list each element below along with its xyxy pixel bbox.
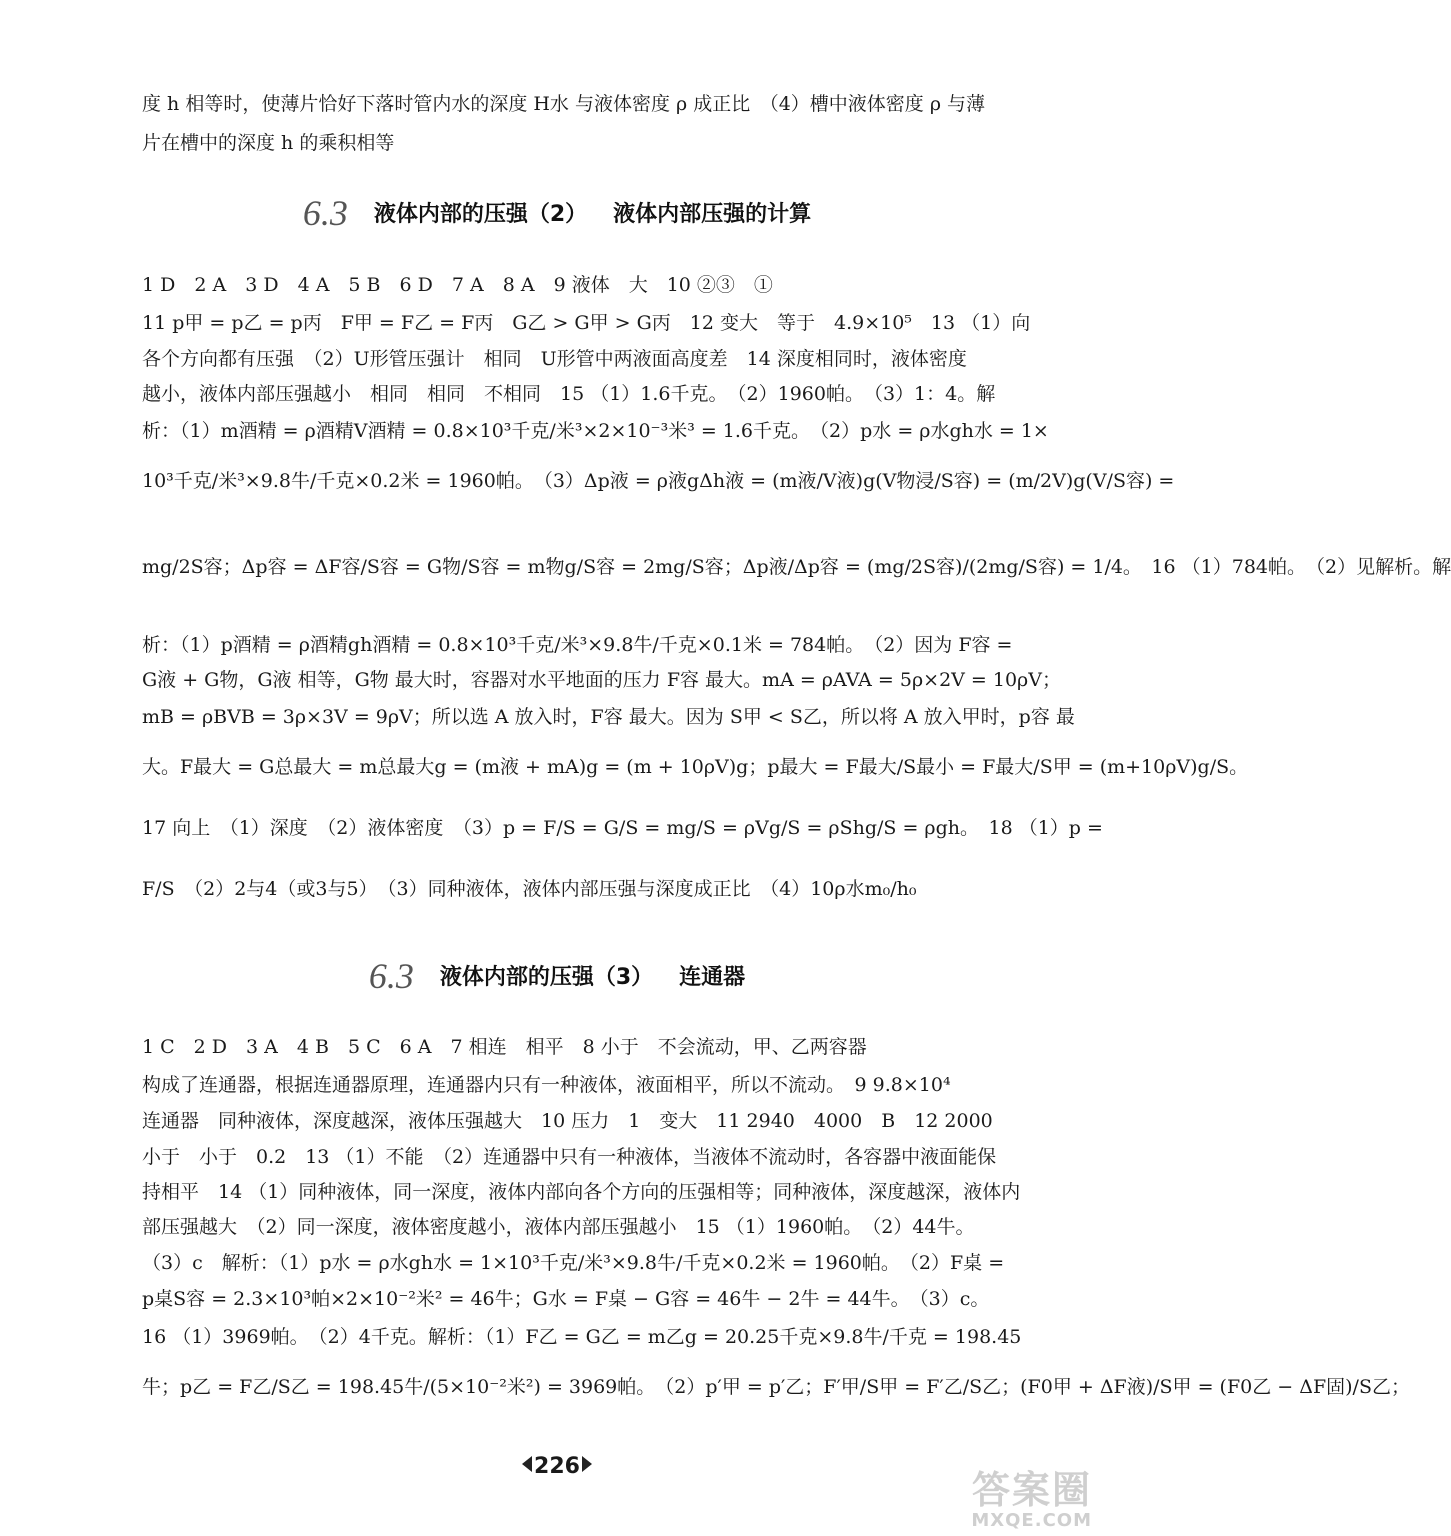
left-arrow-icon bbox=[522, 1456, 532, 1472]
section-number: 6.3 bbox=[302, 193, 348, 233]
text-line: 1 C 2 D 3 A 4 B 5 C 6 A 7 相连 相平 8 小于 不会流动，甲、乙两容器 bbox=[142, 1036, 867, 1058]
text-line: F/S （2）2与4（或3与5） （3）同种液体，液体内部压强与深度成正比 （4）10ρ水m₀/h₀ bbox=[142, 878, 917, 900]
text-line: 16 （1）3969帕。 （2）4千克。解析：（1）F乙 = G乙 = m乙g = 20.25千克×9.8牛/千克 = 198.45 bbox=[142, 1326, 1022, 1348]
text-line: 片在槽中的深度 h 的乘积相等 bbox=[142, 132, 395, 154]
text-line: 11 p甲 = p乙 = p丙 F甲 = F乙 = F丙 G乙 > G甲 > G丙 12 变大 等于 4.9×10⁵ 13 （1）向 bbox=[142, 312, 1031, 334]
text-line: （3）c 解析：（1）p水 = ρ水gh水 = 1×10³千克/米³×9.8牛/千克×0.2米 = 1960帕。 （2）F桌 = bbox=[142, 1252, 1005, 1274]
text-line: 析：（1）p酒精 = ρ酒精gh酒精 = 0.8×10³千克/米³×9.8牛/千克×0.1米 = 784帕。 （2）因为 F容 = bbox=[142, 634, 1013, 656]
right-arrow-icon bbox=[582, 1456, 592, 1472]
text-line: mB = ρBVB = 3ρ×3V = 9ρV；所以选 A 放入时，F容 最大。因为 S甲 < S乙，所以将 A 放入甲时，p容 最 bbox=[142, 706, 1075, 728]
text-line: p桌S容 = 2.3×10³帕×2×10⁻²米² = 46牛；G水 = F桌 − G容 = 46牛 − 2牛 = 44牛。 （3）c。 bbox=[142, 1288, 990, 1310]
page-number-text: 226 bbox=[534, 1454, 580, 1479]
section-heading bbox=[0, 955, 1114, 997]
text-line: 构成了连通器，根据连通器原理，连通器内只有一种液体，液面相平，所以不流动。 9 9.8×10⁴ bbox=[142, 1074, 951, 1096]
text-line: 持相平 14 （1）同种液体，同一深度，液体内部向各个方向的压强相等；同种液体，深度越深，液体内 bbox=[142, 1181, 1021, 1203]
section-heading bbox=[0, 192, 1114, 234]
text-line: 连通器 同种液体，深度越深，液体压强越大 10 压力 1 变大 11 2940 4000 B 12 2000 bbox=[142, 1110, 993, 1132]
watermark-url: MXQE.COM bbox=[971, 1510, 1092, 1531]
section-subtitle: 连通器 bbox=[679, 965, 746, 990]
text-line: 越小，液体内部压强越小 相同 相同 不相同 15 （1）1.6千克。 （2）1960帕。 （3）1：4。解 bbox=[142, 383, 996, 405]
text-line: 小于 小于 0.2 13 （1）不能 （2）连通器中只有一种液体，当液体不流动时，各容器中液面能保 bbox=[142, 1146, 997, 1168]
text-line: G液 + G物，G液 相等，G物 最大时，容器对水平地面的压力 F容 最大。mA = ρAVA = 5ρ×2V = 10ρV； bbox=[142, 669, 1061, 691]
section-subtitle: 液体内部压强的计算 bbox=[613, 202, 812, 227]
page-number bbox=[0, 1454, 1114, 1479]
text-line: 度 h 相等时，使薄片恰好下落时管内水的深度 H水 与液体密度 ρ 成正比 （4）槽中液体密度 ρ 与薄 bbox=[142, 93, 986, 115]
section-number: 6.3 bbox=[368, 956, 414, 996]
text-line: 17 向上 （1）深度 （2）液体密度 （3）p = F/S = G/S = mg/S = ρVg/S = ρShg/S = ρgh。 18 （1）p = bbox=[142, 817, 1103, 839]
watermark-logo-text: 答案圈 bbox=[971, 1468, 1092, 1512]
text-line: 析：（1）m酒精 = ρ酒精V酒精 = 0.8×10³千克/米³×2×10⁻³米³ = 1.6千克。 （2）p水 = ρ水gh水 = 1× bbox=[142, 420, 1049, 442]
text-line: 牛；p乙 = F乙/S乙 = 198.45牛/(5×10⁻²米²) = 3969帕。 （2）p′甲 = p′乙；F′甲/S甲 = F′乙/S乙；(F0甲 + ΔF液)/S甲 = (F0乙 − ΔF固)/S乙； bbox=[142, 1376, 1410, 1398]
watermark bbox=[971, 1470, 1092, 1531]
text-line: 部压强越大 （2）同一深度，液体密度越小，液体内部压强越小 15 （1）1960帕。 （2）44牛。 bbox=[142, 1216, 975, 1238]
text-line: 10³千克/米³×9.8牛/千克×0.2米 = 1960帕。 （3）Δp液 = ρ液gΔh液 = (m液/V液)g(V物浸/S容) = (m/2V)g(V/S容) = bbox=[142, 470, 1175, 492]
text-line: 各个方向都有压强 （2）U形管压强计 相同 U形管中两液面高度差 14 深度相同时，液体密度 bbox=[142, 348, 967, 370]
text-line: 大。F最大 = G总最大 = m总最大g = (m液 + mA)g = (m + 10ρV)g；p最大 = F最大/S最小 = F最大/S甲 = (m+10ρV)g/S。 bbox=[142, 756, 1249, 778]
section-title: 液体内部的压强（2） bbox=[373, 202, 588, 227]
text-line: 1 D 2 A 3 D 4 A 5 B 6 D 7 A 8 A 9 液体 大 10 ②③ ① bbox=[142, 274, 773, 296]
section-title: 液体内部的压强（3） bbox=[439, 965, 654, 990]
text-line: mg/2S容；Δp容 = ΔF容/S容 = G物/S容 = m物g/S容 = 2mg/S容；Δp液/Δp容 = (mg/2S容)/(2mg/S容) = 1/4。 16 （1）784帕。 （2）见解析。解 bbox=[142, 556, 1451, 578]
